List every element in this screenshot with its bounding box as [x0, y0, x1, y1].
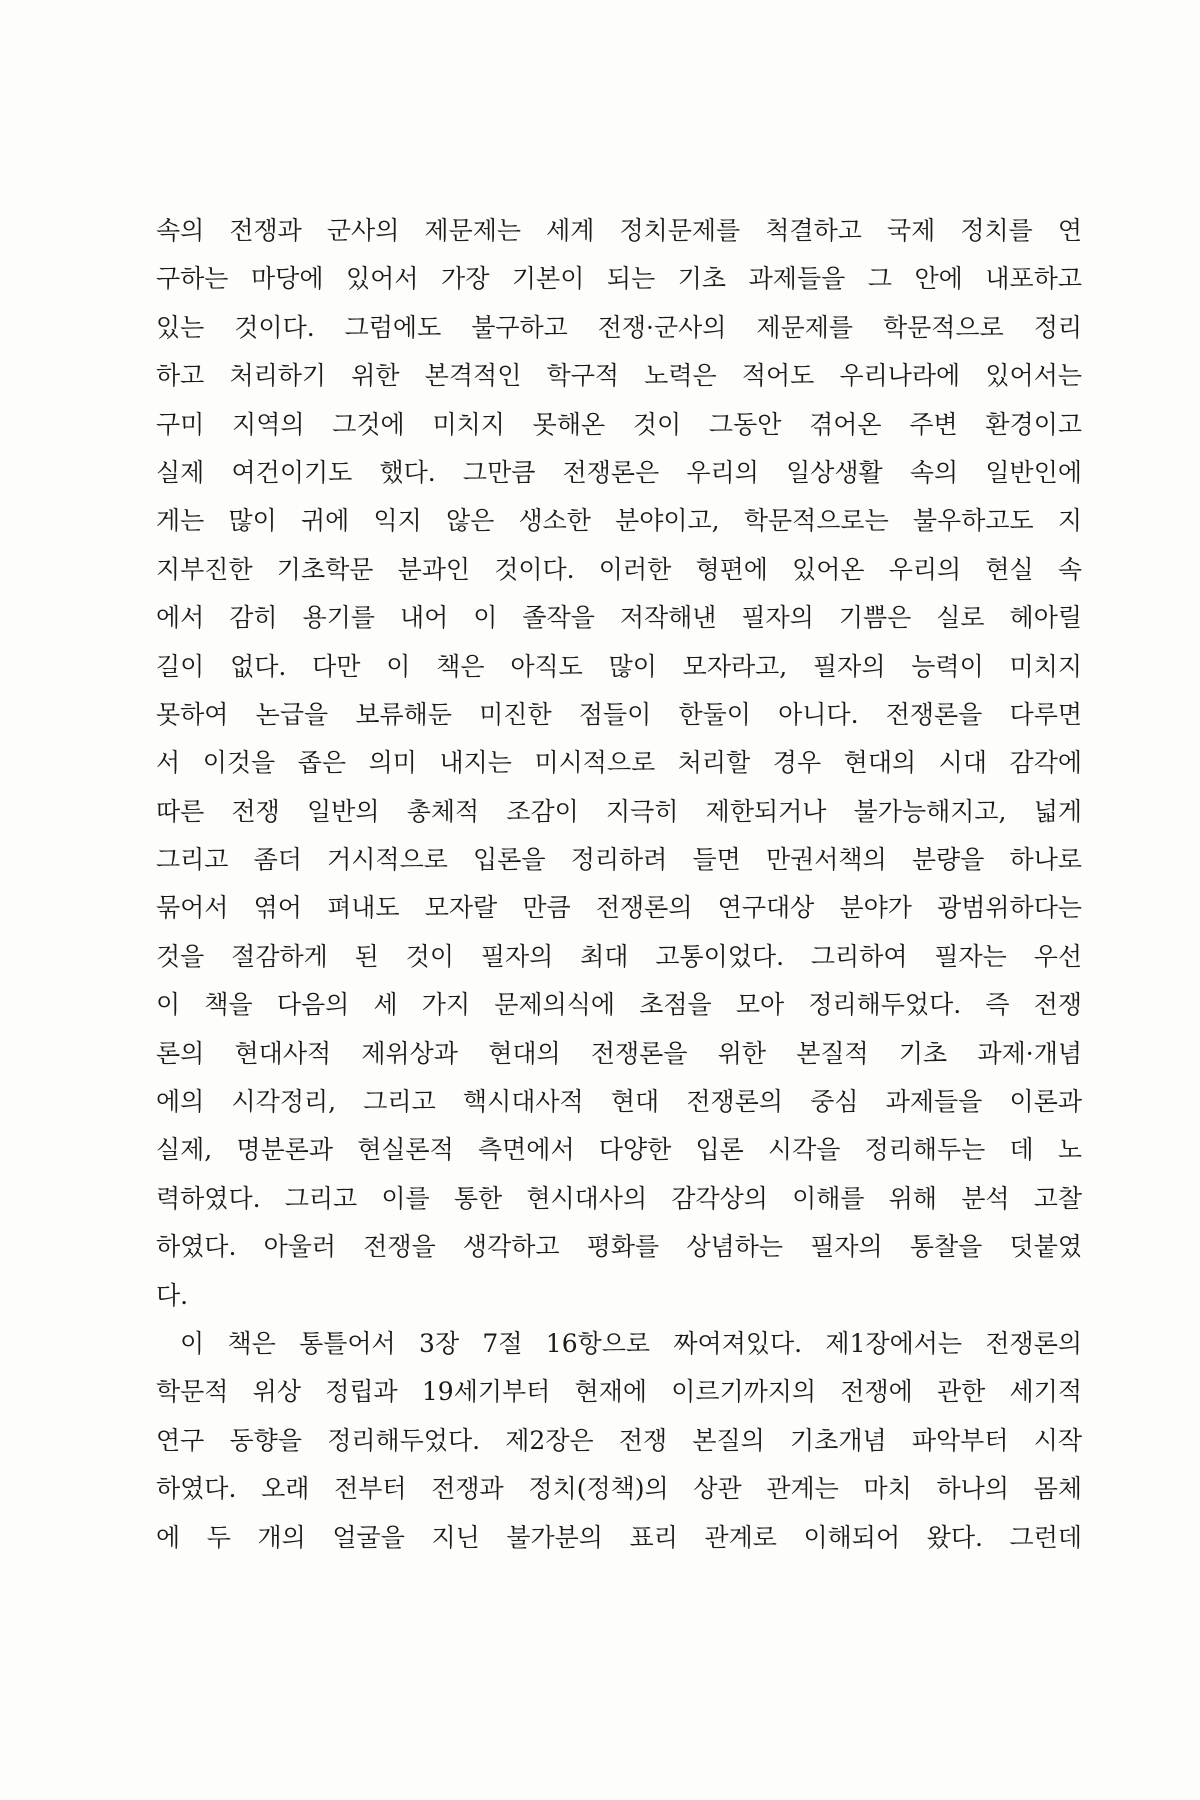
text-line: 다. — [156, 1280, 189, 1310]
text-line: 이 책을 다음의 세 가지 문제의식에 초점을 모아 정리해두었다. 즉 전쟁 — [156, 990, 1082, 1020]
text-line: 학문적 위상 정립과 19세기부터 현재에 이르기까지의 전쟁에 관한 세기적 — [156, 1377, 1082, 1407]
text-line: 지부진한 기초학문 분과인 것이다. 이러한 형편에 있어온 우리의 현실 속 — [156, 554, 1082, 584]
text-line: 서 이것을 좁은 의미 내지는 미시적으로 처리할 경우 현대의 시대 감각에 — [156, 748, 1082, 778]
text-line: 하였다. 오래 전부터 전쟁과 정치(정책)의 상관 관계는 마치 하나의 몸체 — [156, 1474, 1082, 1504]
text-line: 길이 없다. 다만 이 책은 아직도 많이 모자라고, 필자의 능력이 미치지 — [156, 651, 1082, 681]
text-line: 구미 지역의 그것에 미치지 못해온 것이 그동안 겪어온 주변 환경이고 — [156, 409, 1082, 439]
text-line: 못하여 논급을 보류해둔 미진한 점들이 한둘이 아니다. 전쟁론을 다루면 — [156, 699, 1082, 729]
text-line: 론의 현대사적 제위상과 현대의 전쟁론을 위한 본질적 기초 과제·개념 — [156, 1038, 1082, 1068]
text-line: 에서 감히 용기를 내어 이 졸작을 저작해낸 필자의 기쁨은 실로 헤아릴 — [156, 603, 1082, 633]
text-line: 게는 많이 귀에 익지 않은 생소한 분야이고, 학문적으로는 불우하고도 지 — [156, 506, 1082, 536]
text-line: 속의 전쟁과 군사의 제문제는 세계 정치문제를 척결하고 국제 정치를 연 — [156, 216, 1082, 245]
text-line: 이 책은 통틀어서 3장 7절 16항으로 짜여져있다. 제1장에서는 전쟁론의 — [180, 1328, 1082, 1358]
text-line: 실제 여건이기도 했다. 그만큼 전쟁론은 우리의 일상생활 속의 일반인에 — [156, 457, 1082, 487]
text-line: 연구 동향을 정리해두었다. 제2장은 전쟁 본질의 기초개념 파악부터 시작 — [156, 1425, 1082, 1455]
text-line: 묶어서 엮어 펴내도 모자랄 만큼 전쟁론의 연구대상 분야가 광범위하다는 — [156, 893, 1082, 923]
text-line: 그리고 좀더 거시적으로 입론을 정리하려 들면 만권서책의 분량을 하나로 — [156, 845, 1082, 875]
text-line: 하고 처리하기 위한 본격적인 학구적 노력은 적어도 우리나라에 있어서는 — [156, 361, 1082, 391]
text-line: 실제, 명분론과 현실론적 측면에서 다양한 입론 시각을 정리해두는 데 노 — [156, 1135, 1082, 1165]
text-line: 따른 전쟁 일반의 총체적 조감이 지극히 제한되거나 불가능해지고, 넓게 — [156, 796, 1082, 826]
text-line: 력하였다. 그리고 이를 통한 현시대사의 감각상의 이해를 위해 분석 고찰 — [156, 1183, 1082, 1213]
text-line: 하였다. 아울러 전쟁을 생각하고 평화를 상념하는 필자의 통찰을 덧붙였 — [156, 1232, 1082, 1262]
text-line: 있는 것이다. 그럼에도 불구하고 전쟁·군사의 제문제를 학문적으로 정리 — [156, 312, 1082, 342]
text-line: 에의 시각정리, 그리고 핵시대사적 현대 전쟁론의 중심 과제들을 이론과 — [156, 1087, 1082, 1117]
body-text — [156, 207, 1082, 1562]
text-line: 구하는 마당에 있어서 가장 기본이 되는 기초 과제들을 그 안에 내포하고 — [156, 264, 1082, 294]
text-line: 에 두 개의 얼굴을 지닌 불가분의 표리 관계로 이해되어 왔다. 그런데 — [156, 1522, 1082, 1552]
text-line: 것을 절감하게 된 것이 필자의 최대 고통이었다. 그리하여 필자는 우선 — [156, 941, 1082, 971]
